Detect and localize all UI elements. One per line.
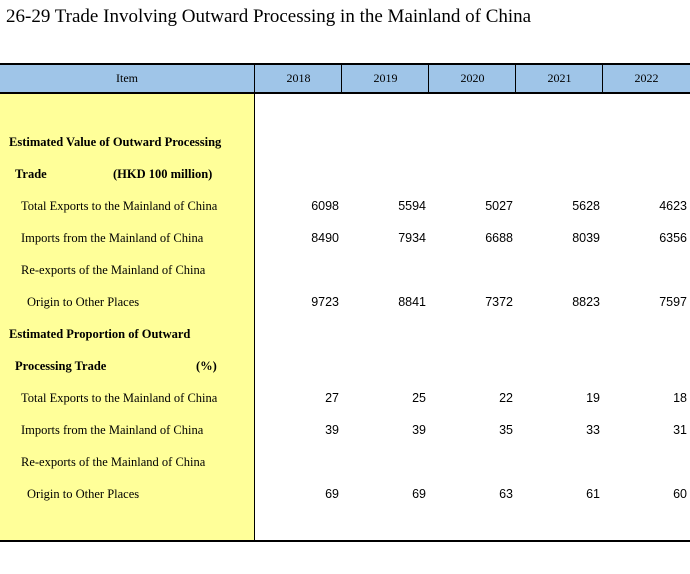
cell-value: 9723: [311, 295, 339, 309]
table-row: [0, 478, 690, 510]
section-heading-row: [0, 158, 690, 190]
unit-label: (%): [196, 359, 217, 373]
cell-value: 69: [325, 487, 339, 501]
header-year-2021: 2021: [515, 65, 603, 92]
row-label: Origin to Other Places: [27, 295, 140, 309]
cell-value: 61: [586, 487, 600, 501]
cell-value: 5594: [398, 199, 426, 213]
row-label: Total Exports to the Mainland of China: [21, 199, 218, 213]
section-heading: Trade: [15, 167, 47, 181]
section-heading-row: [0, 350, 690, 382]
cell-value: 4623: [659, 199, 687, 213]
section-heading: Estimated Value of Outward Processing: [9, 135, 222, 149]
cell-value: 33: [586, 423, 600, 437]
header-year-2018: 2018: [254, 65, 342, 92]
cell-value: 19: [586, 391, 600, 405]
cell-value: 6688: [485, 231, 513, 245]
cell-value: 31: [673, 423, 687, 437]
table-row: [0, 254, 690, 286]
table-row: [0, 414, 690, 446]
cell-value: 8841: [398, 295, 426, 309]
cell-value: 60: [673, 487, 687, 501]
table-row: [0, 446, 690, 478]
row-label: Origin to Other Places: [27, 487, 140, 501]
row-label: Re-exports of the Mainland of China: [21, 263, 206, 277]
section-heading: Processing Trade: [15, 359, 107, 373]
cell-value: 18: [673, 391, 687, 405]
cell-value: 7597: [659, 295, 687, 309]
table-row: [0, 286, 690, 318]
row-label: Imports from the Mainland of China: [21, 423, 204, 437]
cell-value: 7934: [398, 231, 426, 245]
cell-value: 69: [412, 487, 426, 501]
cell-value: 6356: [659, 231, 687, 245]
header-year-2022: 2022: [602, 65, 690, 92]
section-heading-row: [0, 318, 690, 350]
cell-value: 22: [499, 391, 513, 405]
cell-value: 5027: [485, 199, 513, 213]
header-item: Item: [116, 71, 138, 85]
section-heading: Estimated Proportion of Outward: [9, 327, 191, 341]
table-row: [0, 190, 690, 222]
cell-value: 35: [499, 423, 513, 437]
page-title: 26-29 Trade Involving Outward Processing in the Mainland of China: [6, 6, 532, 27]
cell-value: 39: [412, 423, 426, 437]
header-year-2020: 2020: [428, 65, 516, 92]
table-row: [0, 222, 690, 254]
cell-value: 39: [325, 423, 339, 437]
row-label: Imports from the Mainland of China: [21, 231, 204, 245]
cell-value: 8039: [572, 231, 600, 245]
cell-value: 8490: [311, 231, 339, 245]
cell-value: 6098: [311, 199, 339, 213]
cell-value: 8823: [572, 295, 600, 309]
cell-value: 27: [325, 391, 339, 405]
cell-value: 25: [412, 391, 426, 405]
table-header: [0, 65, 690, 94]
table-row: [0, 382, 690, 414]
cell-value: 7372: [485, 295, 513, 309]
header-year-2019: 2019: [341, 65, 429, 92]
row-label: Re-exports of the Mainland of China: [21, 455, 206, 469]
row-label: Total Exports to the Mainland of China: [21, 391, 218, 405]
cell-value: 5628: [572, 199, 600, 213]
cell-value: 63: [499, 487, 513, 501]
section-heading-row: [0, 126, 690, 158]
table-bottom-rule: [0, 540, 690, 542]
unit-label: (HKD 100 million): [113, 167, 213, 181]
